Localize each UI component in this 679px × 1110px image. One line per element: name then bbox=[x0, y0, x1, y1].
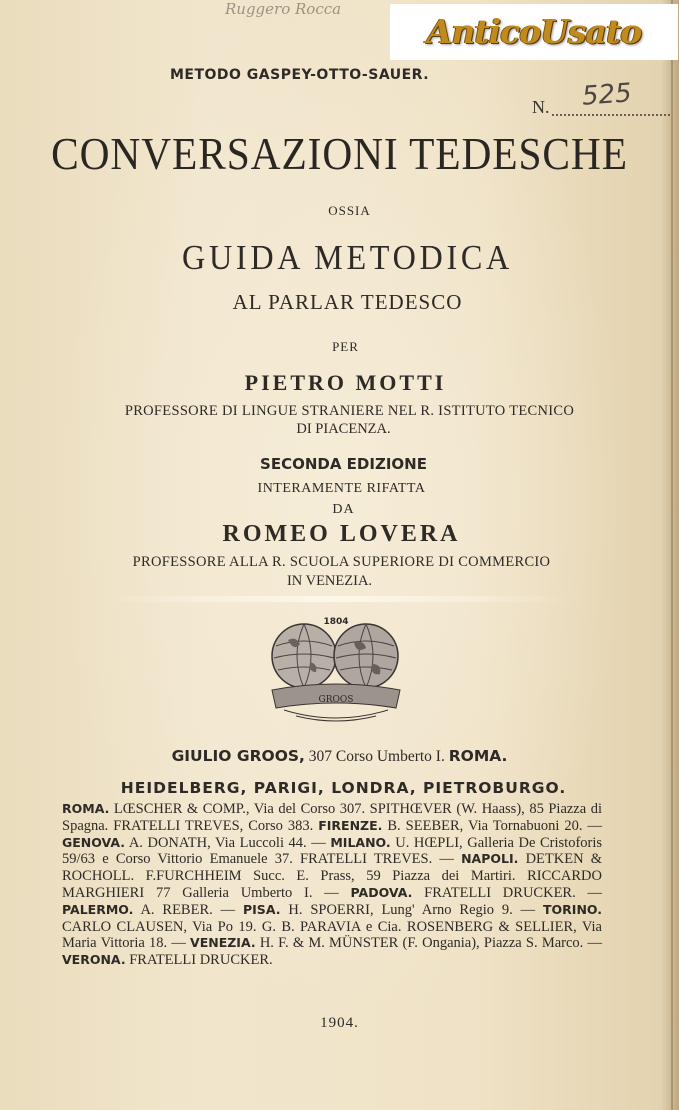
bookseller-city: FIRENZE. bbox=[318, 817, 383, 833]
publication-year: 1904. bbox=[320, 1015, 359, 1031]
handwritten-signature: Ruggero Rocca bbox=[225, 0, 342, 18]
bookseller-entry: CARLO CLAUSEN, Via Po 19. G. B. PARAVIA e Cia. ROSENBERG & SELLIER, Via Maria Vittoria 18. — bbox=[62, 918, 602, 952]
bookseller-entry: LŒSCHER & COMP., Via del Corso 307. SPITHŒVER (W. Haass), 85 Piazza di Spagna. FRATELLI TREVES, Corso 383. bbox=[62, 801, 602, 834]
emblem-banner-text: GROOS bbox=[318, 695, 354, 705]
bookseller-city: ROMA. bbox=[62, 801, 110, 816]
bookseller-entry: U. HŒPLI, Galleria De Cristoforis 59/63 e Corso Vittorio Emanuele 37. FRATELLI TREVES. — bbox=[62, 834, 603, 868]
reviser-name: ROMEO LOVERA bbox=[222, 521, 461, 547]
ref-dotted-line bbox=[552, 114, 670, 116]
bookseller-entry: A. DONATH, Via Luccoli 44. — bbox=[128, 834, 326, 851]
watermark-logo-text: AnticoUsato bbox=[426, 12, 642, 51]
bookseller-entry: DETKEN & ROCHOLL. F.FURCHHEIM Succ. E. Prass, 59 Piazza dei Martiri. RICCARDO MARGHIERI 77 Galleria Umberto I. — bbox=[62, 851, 603, 901]
bookseller-entry: B. SEEBER, Via Tornabuoni 20. — bbox=[387, 817, 602, 834]
edition-line: SECONDA EDIZIONE bbox=[260, 455, 427, 473]
emblem-year: 1804 bbox=[323, 617, 349, 627]
series-line: METODO GASPEY-OTTO-SAUER. bbox=[169, 67, 430, 83]
booksellers-list bbox=[62, 801, 602, 969]
publisher-line bbox=[0, 747, 679, 766]
ossia-line: OSSIA bbox=[328, 203, 371, 218]
bookseller-city: VERONA. bbox=[62, 952, 126, 968]
per-line: PER bbox=[332, 339, 359, 354]
bookseller-city: PISA. bbox=[243, 901, 281, 917]
bookseller-entry: H. SPOERRI, Lung' Arno Regio 9. — bbox=[288, 901, 536, 918]
bookseller-city: NAPOLI. bbox=[461, 851, 519, 867]
page-crease bbox=[96, 596, 571, 602]
author-name: PIETRO MOTTI bbox=[244, 370, 447, 395]
bookseller-city: TORINO. bbox=[543, 901, 603, 917]
reviser-role-1: PROFESSORE ALLA R. SCUOLA SUPERIORE DI COMMERCIO bbox=[132, 554, 551, 570]
globe-left-icon bbox=[272, 624, 336, 688]
subtitle-2: AL PARLAR TEDESCO bbox=[232, 290, 463, 314]
bookseller-entry: FRATELLI DRUCKER. bbox=[129, 952, 273, 969]
bookseller-city: VENEZIA. bbox=[190, 935, 256, 951]
publisher-address: 307 Corso Umberto I. bbox=[308, 748, 445, 765]
da-line: DA bbox=[332, 502, 355, 517]
publisher-name: GIULIO GROOS, bbox=[171, 747, 305, 765]
author-role-2: DI PIACENZA. bbox=[296, 421, 391, 437]
reference-number bbox=[532, 80, 672, 120]
ref-label: N. bbox=[532, 97, 550, 117]
bookseller-entry: A. REBER. — bbox=[140, 901, 236, 918]
main-title: CONVERSAZIONI TEDESCHE bbox=[51, 128, 628, 179]
watermark-logo bbox=[390, 4, 678, 60]
bookseller-city: MILANO. bbox=[330, 834, 391, 850]
author-role-1: PROFESSORE DI LINGUE STRANIERE NEL R. ISTITUTO TECNICO bbox=[124, 403, 575, 419]
edition-note: INTERAMENTE RIFATTA bbox=[257, 481, 426, 496]
subtitle: GUIDA METODICA bbox=[182, 238, 513, 277]
bookseller-city: PALERMO. bbox=[62, 901, 134, 917]
ref-number: 525 bbox=[581, 78, 633, 112]
bookseller-city: GENOVA. bbox=[62, 834, 126, 850]
publisher-city: ROMA. bbox=[448, 747, 508, 765]
bookseller-entry: H. F. & M. MÜNSTER (F. Ongania), Piazza S. Marco. — bbox=[259, 935, 602, 952]
globe-right-icon bbox=[334, 624, 398, 688]
reviser-role-2: IN VENEZIA. bbox=[286, 573, 373, 589]
bookseller-entry: FRATELLI DRUCKER. — bbox=[424, 884, 602, 901]
cities-line: HEIDELBERG, PARIGI, LONDRA, PIETROBURGO. bbox=[120, 779, 567, 797]
bookseller-city: PADOVA. bbox=[350, 884, 413, 900]
publisher-emblem bbox=[266, 612, 406, 728]
